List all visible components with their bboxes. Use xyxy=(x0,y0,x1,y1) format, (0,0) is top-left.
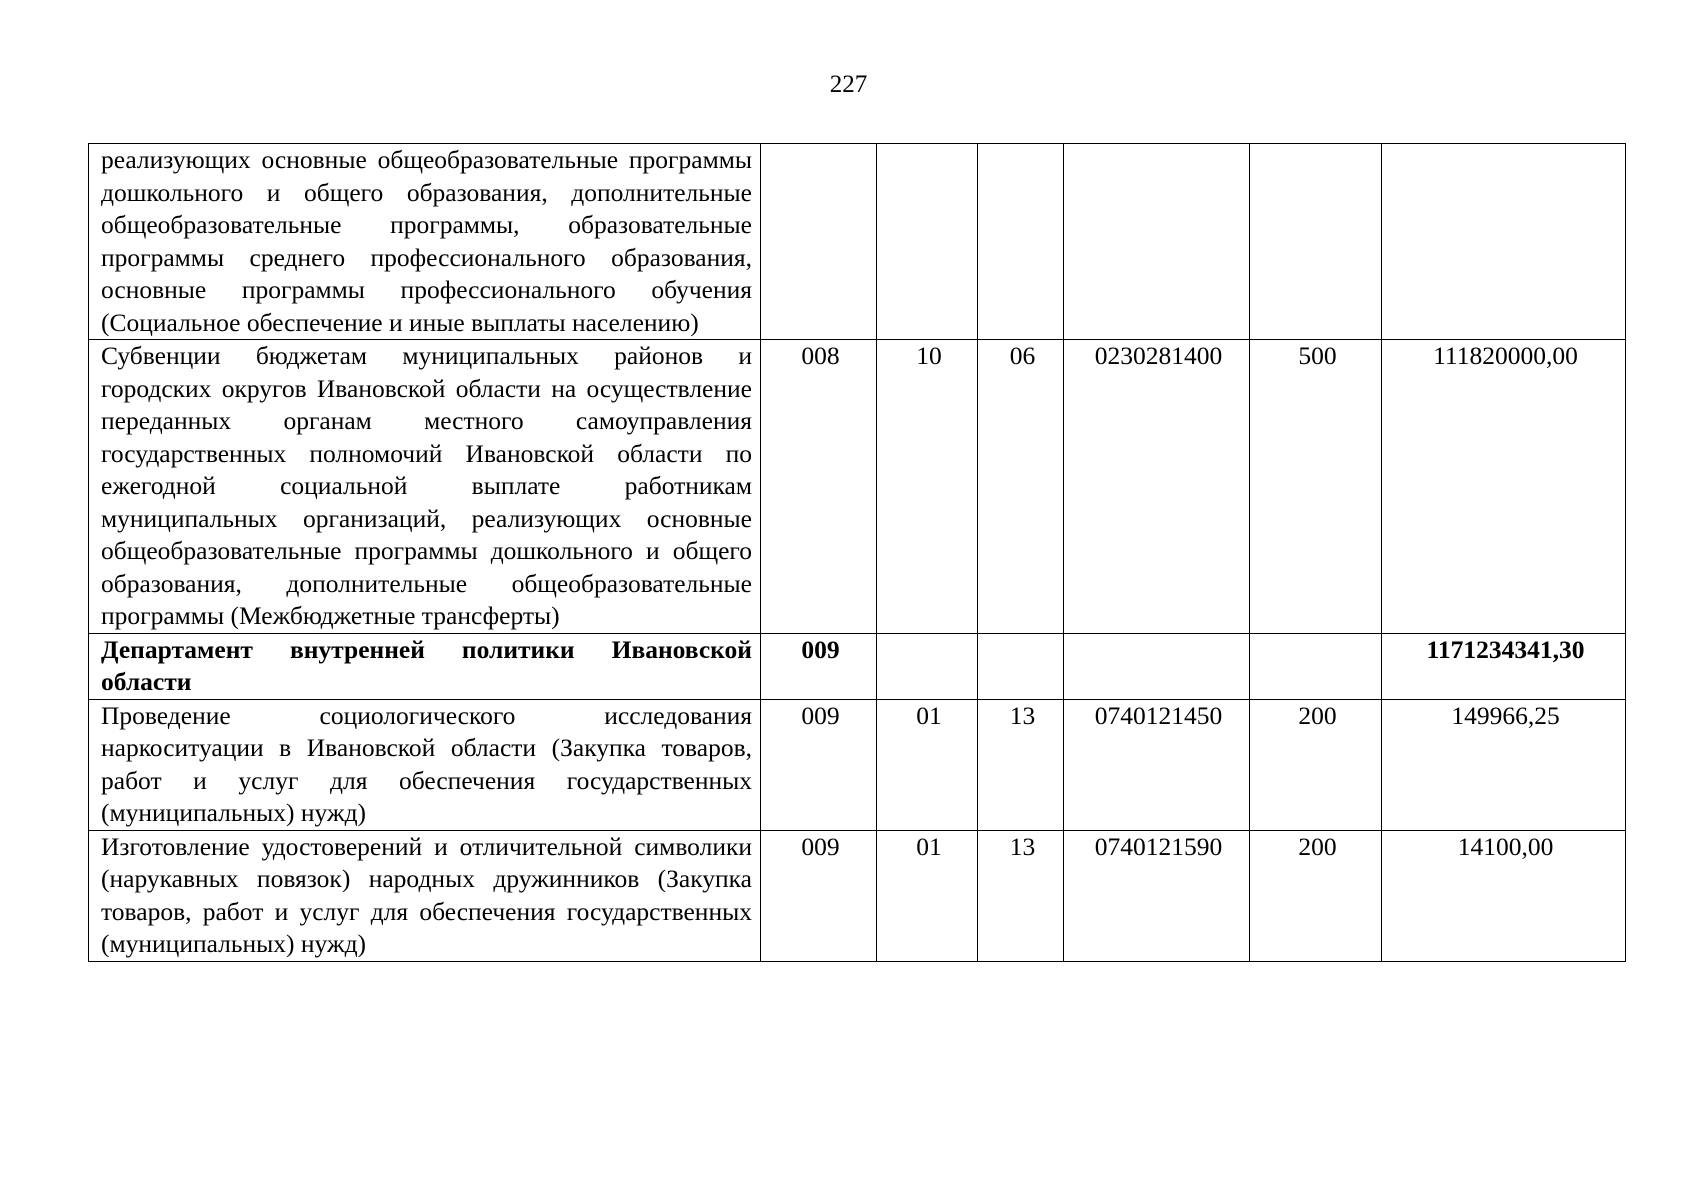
row-description: реализующих основные общеобразовательные программы дошкольного и общего образования, дополнительные общеобразовательные программы, образовательные программы среднего профессионального образования, основные программы профессионального обучения (Социальное обеспечение и иные выплаты населению) xyxy=(89,144,761,340)
expense-type-code xyxy=(1250,633,1382,699)
section-code xyxy=(877,633,978,699)
row-description: Проведение социологического исследования наркоситуации в Ивановской области (Закупка товаров, работ и услуг для обеспечения государственных (муниципальных) нужд) xyxy=(89,699,761,830)
ministry-code: 009 xyxy=(761,699,877,830)
subsection-code: 13 xyxy=(978,830,1064,961)
section-code xyxy=(877,144,978,340)
table-row xyxy=(89,144,1626,340)
subsection-code: 06 xyxy=(978,340,1064,634)
expense-type-code: 200 xyxy=(1250,699,1382,830)
target-article-code: 0740121450 xyxy=(1064,699,1250,830)
row-description: Изготовление удостоверений и отличительной символики (нарукавных повязок) народных дружинников (Закупка товаров, работ и услуг для обеспечения государственных (муниципальных) нужд) xyxy=(89,830,761,961)
subsection-code: 13 xyxy=(978,699,1064,830)
section-code: 01 xyxy=(877,830,978,961)
section-code: 10 xyxy=(877,340,978,634)
amount: 111820000,00 xyxy=(1382,340,1626,634)
target-article-code: 0230281400 xyxy=(1064,340,1250,634)
section-code: 01 xyxy=(877,699,978,830)
target-article-code: 0740121590 xyxy=(1064,830,1250,961)
amount: 14100,00 xyxy=(1382,830,1626,961)
table-row-department xyxy=(89,633,1626,699)
expense-type-code: 200 xyxy=(1250,830,1382,961)
ministry-code: 009 xyxy=(761,830,877,961)
subsection-code xyxy=(978,144,1064,340)
table-row xyxy=(89,830,1626,961)
table-row xyxy=(89,699,1626,830)
target-article-code xyxy=(1064,633,1250,699)
row-description: Департамент внутренней политики Ивановской области xyxy=(89,633,761,699)
ministry-code xyxy=(761,144,877,340)
table-row xyxy=(89,340,1626,634)
amount: 149966,25 xyxy=(1382,699,1626,830)
amount xyxy=(1382,144,1626,340)
amount: 1171234341,30 xyxy=(1382,633,1626,699)
ministry-code: 009 xyxy=(761,633,877,699)
expense-type-code: 500 xyxy=(1250,340,1382,634)
expense-type-code xyxy=(1250,144,1382,340)
subsection-code xyxy=(978,633,1064,699)
ministry-code: 008 xyxy=(761,340,877,634)
row-description: Субвенции бюджетам муниципальных районов и городских округов Ивановской области на осуществление переданных органам местного самоуправления государственных полномочий Ивановской области по ежегодной социальной выплате работникам муниципальных организаций, реализующих основные общеобразовательные программы дошкольного и общего образования, дополнительные общеобразовательные программы (Межбюджетные трансферты) xyxy=(89,340,761,634)
page-number: 227 xyxy=(829,71,868,98)
target-article-code xyxy=(1064,144,1250,340)
budget-table xyxy=(88,143,1626,962)
